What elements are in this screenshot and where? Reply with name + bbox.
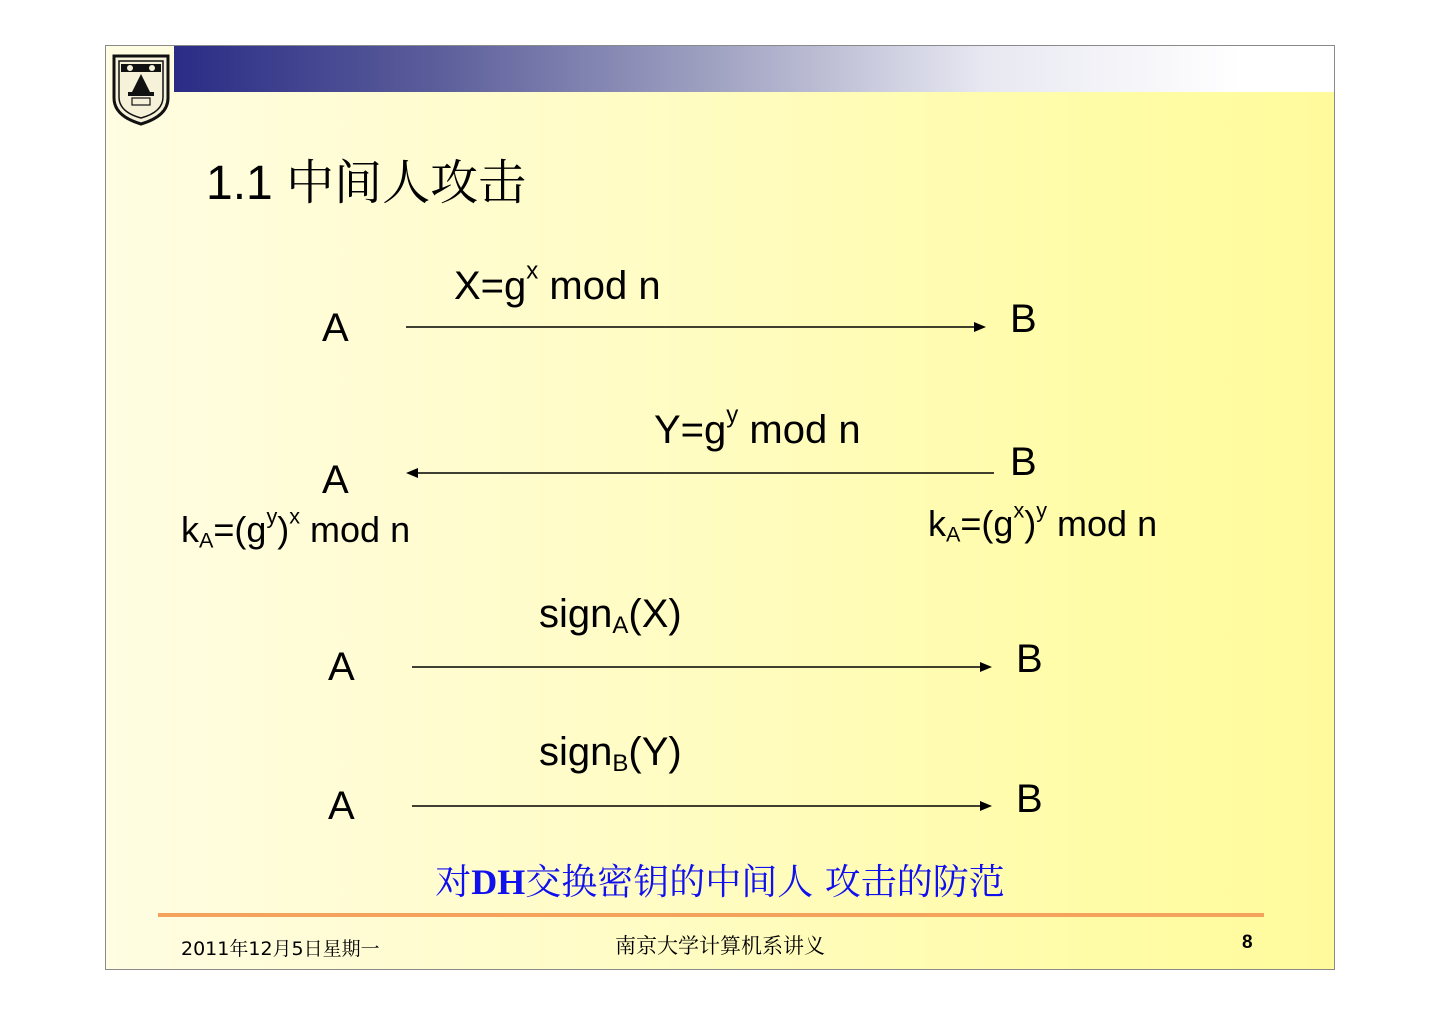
footer-course-title: 南京大学计算机系讲义 bbox=[615, 934, 825, 958]
slide-title: 1.1 中间人攻击 bbox=[206, 157, 527, 210]
key-formula-left: $k_A=(g^y)^x$ mod n bbox=[181, 503, 411, 553]
row1-right-label: B bbox=[1010, 297, 1037, 341]
row4-right-label: B bbox=[1016, 777, 1043, 821]
row4-arrow-right bbox=[412, 799, 992, 813]
row3-right-label: B bbox=[1016, 637, 1043, 681]
row3-left-label: A bbox=[328, 645, 355, 689]
slide bbox=[105, 45, 1335, 970]
row3-arrow-right bbox=[412, 660, 992, 674]
row2-message: $Y=g^y$ mod n bbox=[654, 401, 861, 452]
row4-message: sign$_B$(Y) bbox=[539, 730, 682, 777]
page-number: 8 bbox=[1242, 932, 1253, 953]
row3-message: sign$_A$(X) bbox=[539, 592, 682, 639]
footer-date: 2011年12月5日星期一 bbox=[181, 938, 380, 960]
key-formula-right: $k_A=(g^x)^y$ mod n bbox=[928, 497, 1158, 547]
caption-defense: 对DH交换密钥的中间人 攻击的防范 bbox=[435, 862, 1005, 903]
row2-arrow-left bbox=[406, 466, 996, 480]
row2-left-label: A bbox=[322, 458, 349, 502]
row4-left-label: A bbox=[328, 784, 355, 828]
university-seal-logo bbox=[110, 52, 172, 126]
row1-message: $X=g^x$ mod n bbox=[454, 257, 661, 308]
header-gradient-bar bbox=[174, 46, 1334, 92]
footer-divider bbox=[158, 913, 1264, 917]
row2-right-label: B bbox=[1010, 440, 1037, 484]
row1-arrow-right bbox=[406, 320, 986, 334]
row1-left-label: A bbox=[322, 306, 349, 350]
